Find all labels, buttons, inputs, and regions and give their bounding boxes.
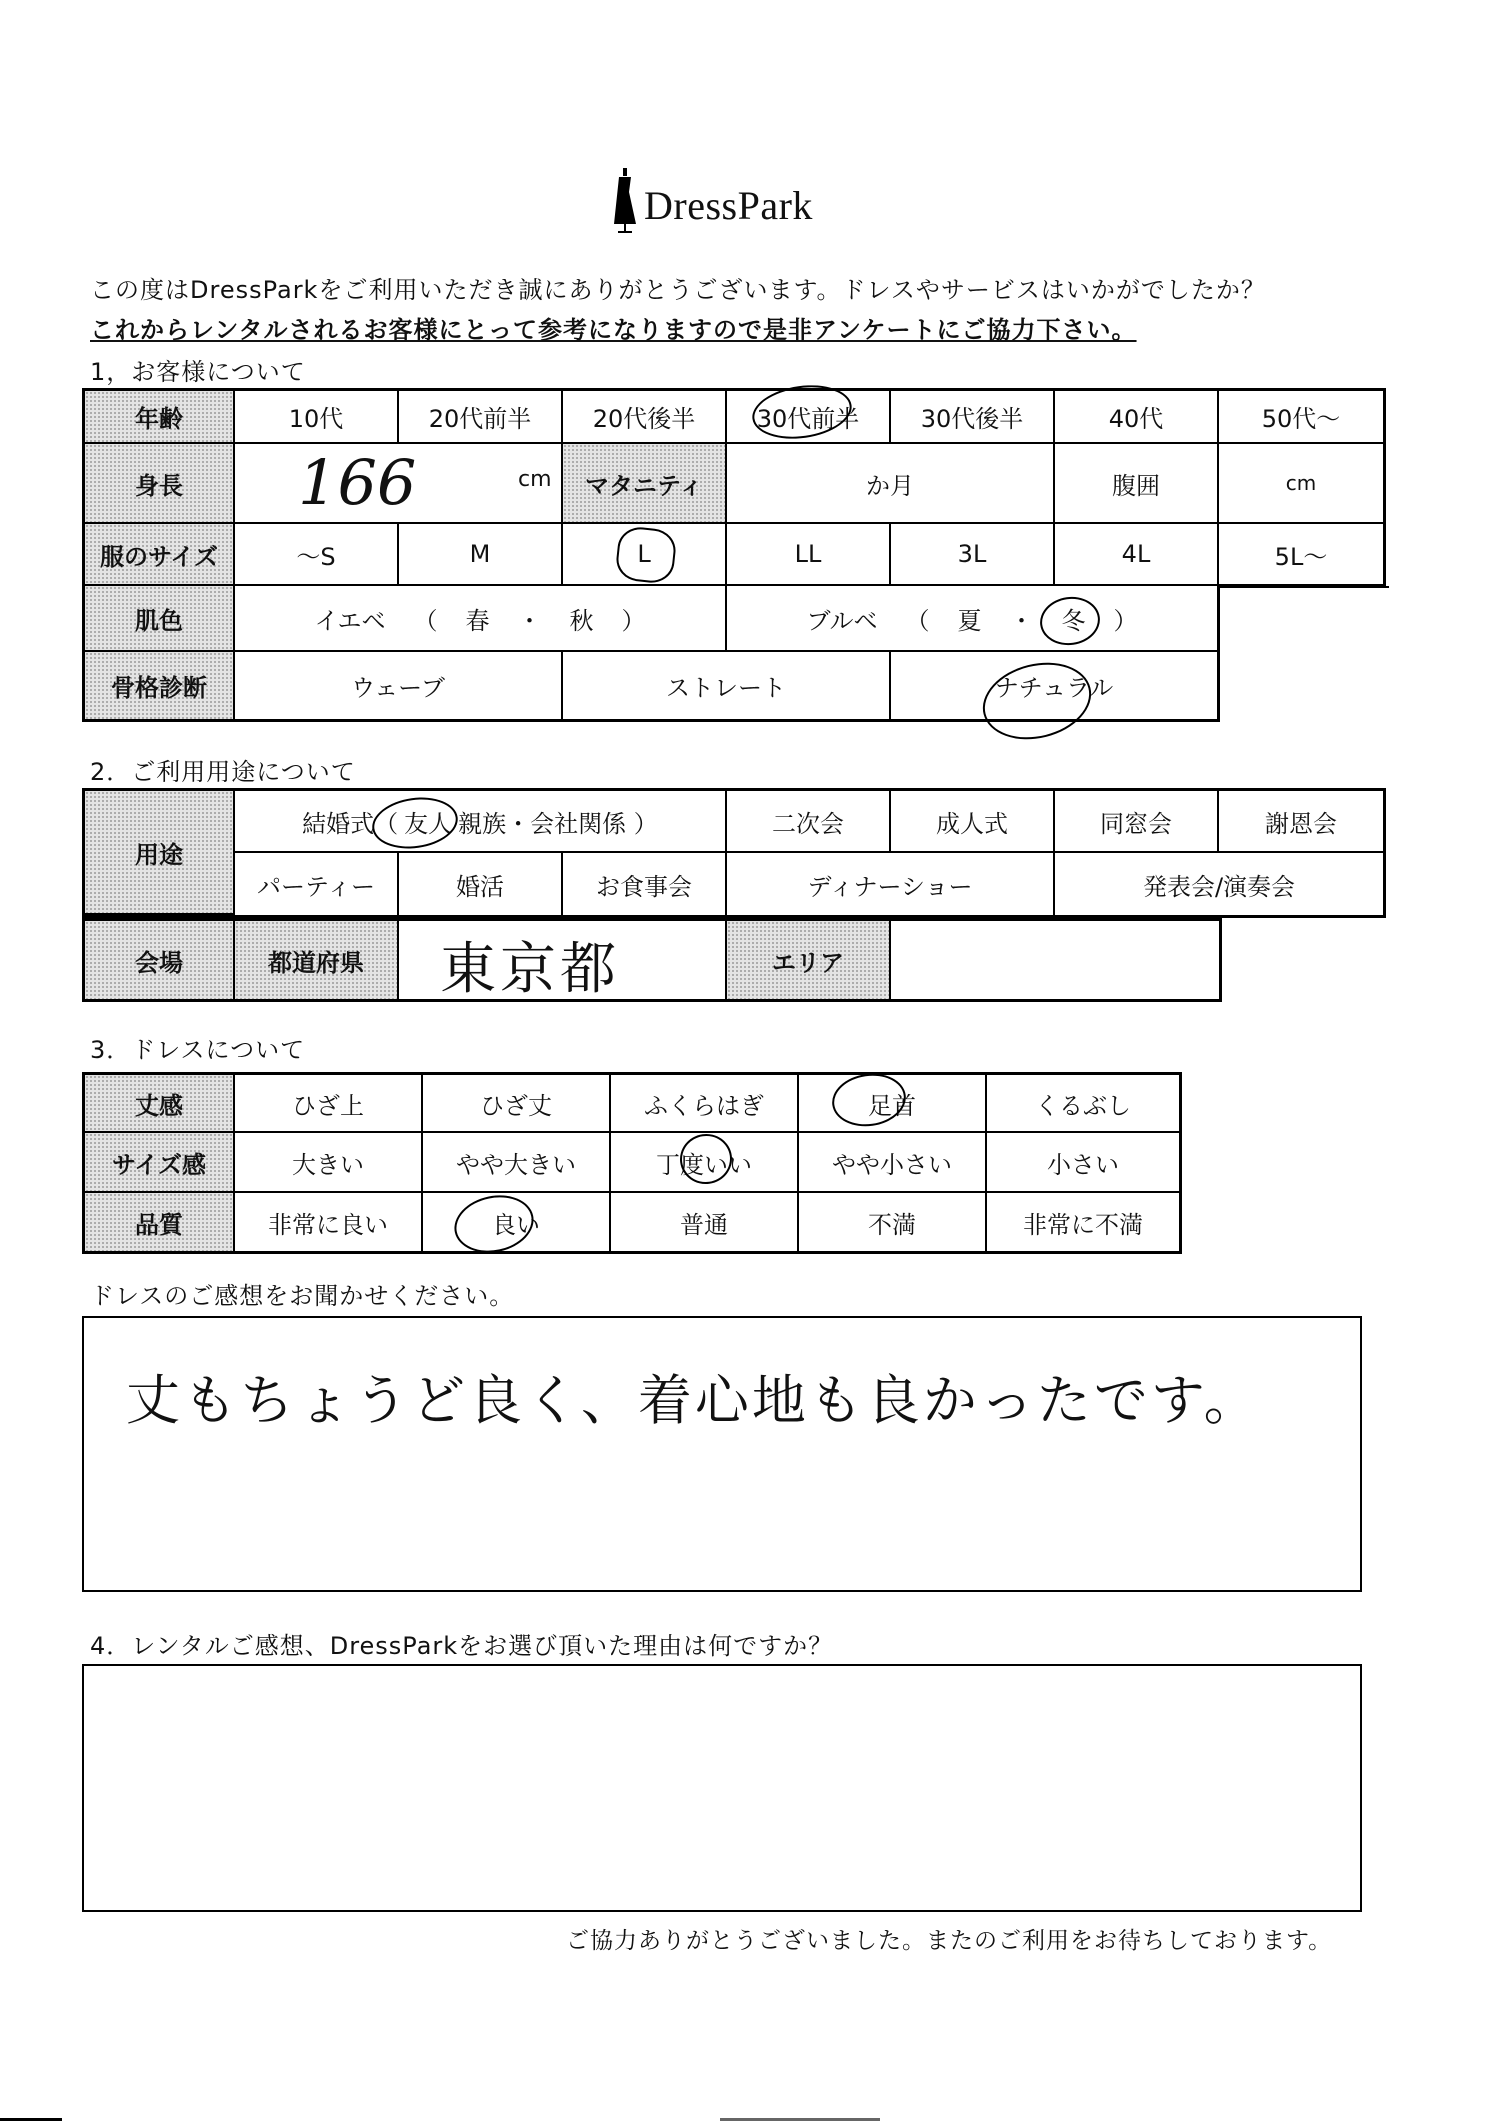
- fit-label: サイズ感: [85, 1133, 235, 1193]
- waist-label: 腹囲: [1055, 444, 1219, 524]
- section-2-title: 2．ご利用用途について: [90, 758, 356, 786]
- logo-text: DressPark: [644, 183, 813, 228]
- wedding-rest[interactable]: 親族・会社関係 ）: [458, 809, 658, 838]
- area-input[interactable]: [891, 921, 1219, 999]
- maternity-months-cell[interactable]: [727, 444, 1055, 524]
- skin-label: 肌色: [85, 586, 235, 652]
- venue-label: 会場: [85, 921, 235, 999]
- skin-option-spring[interactable]: 春: [465, 606, 490, 635]
- height-value: 166: [298, 446, 417, 519]
- quality-option[interactable]: 非常に不満: [1023, 1210, 1143, 1239]
- separator-dot: ・: [1009, 606, 1034, 635]
- age-option-selected[interactable]: 30代前半: [727, 391, 891, 444]
- skin-option-summer[interactable]: 夏: [957, 606, 982, 635]
- impression-prompt: ドレスのご感想をお聞かせください。: [90, 1282, 515, 1310]
- skeleton-option[interactable]: ストレート: [563, 652, 891, 719]
- size-option[interactable]: 4L: [1055, 524, 1219, 586]
- age-option[interactable]: 20代前半: [399, 391, 563, 444]
- age-option[interactable]: 30代後半: [891, 391, 1055, 444]
- selection-circle: [614, 525, 677, 585]
- skin-blue-name: ブルベ: [806, 606, 878, 635]
- skeleton-option[interactable]: ウェーブ: [235, 652, 563, 719]
- length-option[interactable]: ひざ上: [235, 1075, 423, 1133]
- waist-unit: cm: [1285, 471, 1317, 495]
- size-option[interactable]: 5L～: [1219, 524, 1383, 586]
- wedding-friend-selected[interactable]: 友人: [404, 809, 453, 838]
- table-edge: [1217, 586, 1389, 588]
- age-option[interactable]: 50代～: [1219, 391, 1383, 444]
- paren-close: ）: [621, 606, 646, 635]
- quality-option[interactable]: 非常に良い: [235, 1193, 423, 1251]
- fit-option[interactable]: やや小さい: [799, 1133, 987, 1193]
- section-1-title: 1，お客様について: [90, 358, 306, 386]
- intro-line-2: これからレンタルされるお客様にとって参考になりますので是非アンケートにご協力下さい。: [90, 316, 1137, 344]
- paren-open: （: [905, 606, 930, 635]
- table-cutout: [1219, 588, 1389, 725]
- height-unit: cm: [518, 467, 552, 492]
- fit-option-selected[interactable]: 丁度いい: [611, 1133, 799, 1193]
- paren-open: （: [413, 606, 438, 635]
- size-option[interactable]: LL: [727, 524, 891, 586]
- purpose-option[interactable]: パーティー: [235, 853, 399, 915]
- purpose-option[interactable]: 謝恩会: [1219, 791, 1383, 853]
- size-label: 服のサイズ: [85, 524, 235, 586]
- length-option[interactable]: ひざ丈: [423, 1075, 611, 1133]
- intro-line-1: この度はDressParkをご利用いただき誠にありがとうございます。ドレスやサービスはいかがでしたか？: [90, 276, 1266, 304]
- skeleton-label: 骨格診断: [85, 652, 235, 719]
- skin-blue-cell[interactable]: [727, 586, 1219, 652]
- age-option[interactable]: 20代後半: [563, 391, 727, 444]
- dress-mannequin-icon: [610, 168, 640, 236]
- waist-cell[interactable]: [1219, 444, 1383, 524]
- maternity-label: マタニティ: [563, 444, 727, 524]
- quality-option[interactable]: 不満: [799, 1193, 987, 1251]
- purpose-option[interactable]: 二次会: [727, 791, 891, 853]
- fit-option[interactable]: 大きい: [235, 1133, 423, 1193]
- length-option[interactable]: くるぶし: [987, 1075, 1179, 1133]
- prefecture-value: 東京都: [440, 937, 620, 1002]
- wedding-cell[interactable]: [235, 791, 727, 853]
- table-edge: [1217, 586, 1220, 722]
- area-label: エリア: [727, 921, 891, 999]
- purpose-label: 用途: [85, 791, 235, 915]
- size-option[interactable]: 3L: [891, 524, 1055, 586]
- section-4-title: 4．レンタルご感想、DressParkをお選び頂いた理由は何ですか？: [90, 1632, 834, 1660]
- scan-artifact: [720, 2118, 880, 2121]
- length-label: 丈感: [85, 1075, 235, 1133]
- quality-option[interactable]: 普通: [611, 1193, 799, 1251]
- skin-option-autumn[interactable]: 秋: [569, 606, 594, 635]
- reason-textarea[interactable]: [82, 1664, 1362, 1912]
- age-label: 年齢: [85, 391, 235, 444]
- fit-option[interactable]: やや大きい: [423, 1133, 611, 1193]
- purpose-option[interactable]: 同窓会: [1055, 791, 1219, 853]
- quality-label: 品質: [85, 1193, 235, 1251]
- purpose-option[interactable]: ディナーショー: [727, 853, 1055, 915]
- scan-artifact: [0, 2118, 62, 2121]
- length-option-selected[interactable]: 足首: [799, 1075, 987, 1133]
- quality-option-selected[interactable]: 良い: [423, 1193, 611, 1251]
- paren-close: ）: [1113, 606, 1138, 635]
- purpose-option[interactable]: 婚活: [399, 853, 563, 915]
- skeleton-option-selected[interactable]: ナチュラル: [891, 652, 1219, 719]
- length-option[interactable]: ふくらはぎ: [611, 1075, 799, 1133]
- age-option[interactable]: 10代: [235, 391, 399, 444]
- purpose-option[interactable]: 発表会/演奏会: [1142, 872, 1296, 901]
- height-label: 身長: [85, 444, 235, 524]
- separator-dot: ・: [517, 606, 542, 635]
- impression-handwriting: 丈もちょうど良く、着心地も良かったです。: [126, 1369, 1261, 1432]
- age-option[interactable]: 40代: [1055, 391, 1219, 444]
- skin-yellow-name: イエベ: [314, 606, 386, 635]
- prefecture-label: 都道府県: [235, 921, 399, 999]
- skin-yellow-cell[interactable]: [235, 586, 727, 652]
- fit-option[interactable]: 小さい: [987, 1133, 1179, 1193]
- dresspark-logo: [600, 168, 860, 238]
- section-3-title: 3．ドレスについて: [90, 1036, 306, 1064]
- months-unit: か月: [866, 471, 914, 500]
- footer-thanks: ご協力ありがとうございました。またのご利用をお待ちしております。: [566, 1928, 1333, 1954]
- size-option-selected[interactable]: L: [563, 524, 727, 586]
- size-option[interactable]: M: [399, 524, 563, 586]
- purpose-option[interactable]: お食事会: [563, 853, 727, 915]
- purpose-option[interactable]: 成人式: [891, 791, 1055, 853]
- wedding-prefix: 結婚式（: [302, 809, 399, 838]
- size-option[interactable]: ～S: [235, 524, 399, 586]
- skin-option-winter-selected[interactable]: 冬: [1061, 606, 1086, 635]
